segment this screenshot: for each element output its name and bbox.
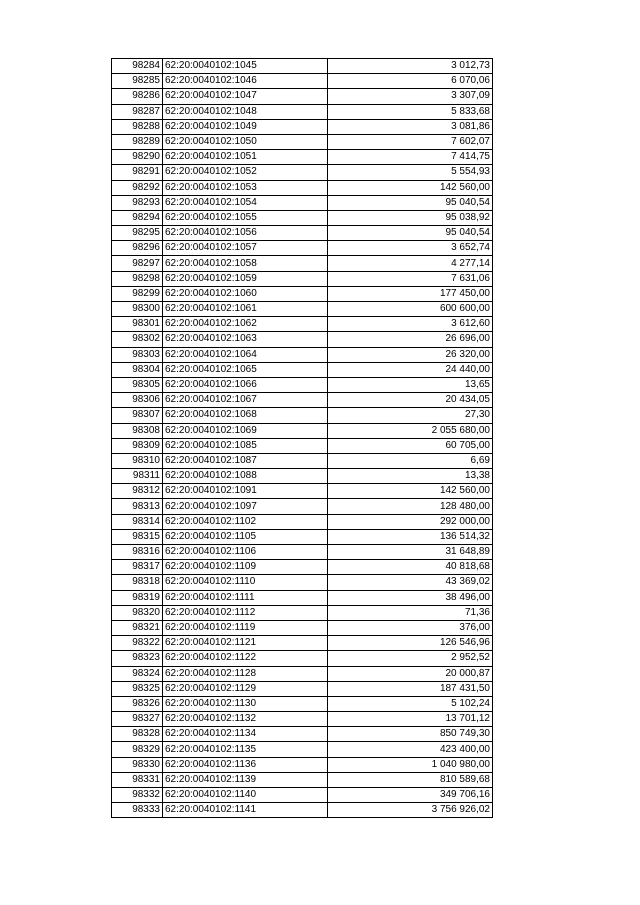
table-row: [112, 514, 493, 529]
cadastral-number-cell: 62:20:0040102:1132: [163, 712, 328, 727]
cadastral-number-cell: 62:20:0040102:1054: [163, 195, 328, 210]
cadastral-number-cell: 62:20:0040102:1046: [163, 74, 328, 89]
value-cell: 40 818,68: [328, 560, 493, 575]
table-row: [112, 469, 493, 484]
row-number-cell: 98325: [112, 681, 163, 696]
row-number-cell: 98301: [112, 317, 163, 332]
cadastral-number-cell: 62:20:0040102:1091: [163, 484, 328, 499]
table-row: [112, 499, 493, 514]
table-row: [112, 134, 493, 149]
cadastral-number-cell: 62:20:0040102:1119: [163, 620, 328, 635]
table-row: [112, 332, 493, 347]
row-number-cell: 98324: [112, 666, 163, 681]
cadastral-number-cell: 62:20:0040102:1058: [163, 256, 328, 271]
table-row: [112, 529, 493, 544]
table-row: [112, 226, 493, 241]
value-cell: 95 038,92: [328, 210, 493, 225]
row-number-cell: 98295: [112, 226, 163, 241]
table-row: [112, 210, 493, 225]
value-cell: 128 480,00: [328, 499, 493, 514]
cadastral-number-cell: 62:20:0040102:1048: [163, 104, 328, 119]
value-cell: 31 648,89: [328, 545, 493, 560]
value-cell: 5 102,24: [328, 696, 493, 711]
cadastral-number-cell: 62:20:0040102:1066: [163, 377, 328, 392]
value-cell: 5 833,68: [328, 104, 493, 119]
row-number-cell: 98330: [112, 757, 163, 772]
cadastral-number-cell: 62:20:0040102:1065: [163, 362, 328, 377]
cadastral-number-cell: 62:20:0040102:1105: [163, 529, 328, 544]
row-number-cell: 98290: [112, 150, 163, 165]
table-row: [112, 393, 493, 408]
row-number-cell: 98297: [112, 256, 163, 271]
value-cell: 292 000,00: [328, 514, 493, 529]
value-cell: 349 706,16: [328, 788, 493, 803]
table-row: [112, 241, 493, 256]
table-row: [112, 438, 493, 453]
cadastral-number-cell: 62:20:0040102:1128: [163, 666, 328, 681]
value-cell: 3 612,60: [328, 317, 493, 332]
row-number-cell: 98332: [112, 788, 163, 803]
value-cell: 3 081,86: [328, 119, 493, 134]
cadastral-number-cell: 62:20:0040102:1064: [163, 347, 328, 362]
value-cell: 177 450,00: [328, 286, 493, 301]
cadastral-number-cell: 62:20:0040102:1112: [163, 605, 328, 620]
row-number-cell: 98314: [112, 514, 163, 529]
row-number-cell: 98293: [112, 195, 163, 210]
row-number-cell: 98287: [112, 104, 163, 119]
value-cell: 24 440,00: [328, 362, 493, 377]
row-number-cell: 98292: [112, 180, 163, 195]
row-number-cell: 98286: [112, 89, 163, 104]
row-number-cell: 98309: [112, 438, 163, 453]
row-number-cell: 98300: [112, 302, 163, 317]
value-cell: 5 554,93: [328, 165, 493, 180]
table-row: [112, 180, 493, 195]
cadastral-number-cell: 62:20:0040102:1097: [163, 499, 328, 514]
row-number-cell: 98303: [112, 347, 163, 362]
table-row: [112, 696, 493, 711]
value-cell: 1 040 980,00: [328, 757, 493, 772]
row-number-cell: 98285: [112, 74, 163, 89]
table-row: [112, 89, 493, 104]
value-cell: 142 560,00: [328, 180, 493, 195]
table-row: [112, 605, 493, 620]
table-row: [112, 377, 493, 392]
row-number-cell: 98331: [112, 772, 163, 787]
table-row: [112, 636, 493, 651]
value-cell: 3 012,73: [328, 59, 493, 74]
cadastral-number-cell: 62:20:0040102:1122: [163, 651, 328, 666]
value-cell: 60 705,00: [328, 438, 493, 453]
table-row: [112, 195, 493, 210]
table-row: [112, 788, 493, 803]
table-row: [112, 666, 493, 681]
table-row: [112, 712, 493, 727]
cadastral-number-cell: 62:20:0040102:1049: [163, 119, 328, 134]
row-number-cell: 98289: [112, 134, 163, 149]
cadastral-number-cell: 62:20:0040102:1059: [163, 271, 328, 286]
row-number-cell: 98315: [112, 529, 163, 544]
row-number-cell: 98313: [112, 499, 163, 514]
row-number-cell: 98310: [112, 453, 163, 468]
row-number-cell: 98323: [112, 651, 163, 666]
table-row: [112, 545, 493, 560]
value-cell: 7 631,06: [328, 271, 493, 286]
cadastral-number-cell: 62:20:0040102:1135: [163, 742, 328, 757]
value-cell: 26 696,00: [328, 332, 493, 347]
table-row: [112, 590, 493, 605]
cadastral-number-cell: 62:20:0040102:1109: [163, 560, 328, 575]
value-cell: 7 414,75: [328, 150, 493, 165]
cadastral-number-cell: 62:20:0040102:1130: [163, 696, 328, 711]
value-cell: 13,65: [328, 377, 493, 392]
value-cell: 38 496,00: [328, 590, 493, 605]
row-number-cell: 98302: [112, 332, 163, 347]
value-cell: 71,36: [328, 605, 493, 620]
table-row: [112, 165, 493, 180]
cadastral-number-cell: 62:20:0040102:1139: [163, 772, 328, 787]
row-number-cell: 98322: [112, 636, 163, 651]
row-number-cell: 98308: [112, 423, 163, 438]
row-number-cell: 98294: [112, 210, 163, 225]
table-row: [112, 423, 493, 438]
row-number-cell: 98320: [112, 605, 163, 620]
cadastral-number-cell: 62:20:0040102:1140: [163, 788, 328, 803]
cadastral-number-cell: 62:20:0040102:1062: [163, 317, 328, 332]
cadastral-number-cell: 62:20:0040102:1068: [163, 408, 328, 423]
value-cell: 810 589,68: [328, 772, 493, 787]
table-row: [112, 59, 493, 74]
table-row: [112, 651, 493, 666]
table-row: [112, 560, 493, 575]
row-number-cell: 98317: [112, 560, 163, 575]
row-number-cell: 98312: [112, 484, 163, 499]
row-number-cell: 98304: [112, 362, 163, 377]
row-number-cell: 98333: [112, 803, 163, 818]
table-row: [112, 74, 493, 89]
cadastral-number-cell: 62:20:0040102:1055: [163, 210, 328, 225]
cadastral-number-cell: 62:20:0040102:1141: [163, 803, 328, 818]
row-number-cell: 98327: [112, 712, 163, 727]
row-number-cell: 98291: [112, 165, 163, 180]
value-cell: 3 652,74: [328, 241, 493, 256]
table-row: [112, 727, 493, 742]
value-cell: 136 514,32: [328, 529, 493, 544]
row-number-cell: 98284: [112, 59, 163, 74]
row-number-cell: 98298: [112, 271, 163, 286]
cadastral-number-cell: 62:20:0040102:1102: [163, 514, 328, 529]
cadastral-number-cell: 62:20:0040102:1067: [163, 393, 328, 408]
cadastral-number-cell: 62:20:0040102:1053: [163, 180, 328, 195]
row-number-cell: 98328: [112, 727, 163, 742]
cadastral-number-cell: 62:20:0040102:1111: [163, 590, 328, 605]
row-number-cell: 98305: [112, 377, 163, 392]
table-row: [112, 453, 493, 468]
cadastral-number-cell: 62:20:0040102:1057: [163, 241, 328, 256]
table-row: [112, 317, 493, 332]
cadastral-number-cell: 62:20:0040102:1060: [163, 286, 328, 301]
cadastral-number-cell: 62:20:0040102:1129: [163, 681, 328, 696]
cadastral-number-cell: 62:20:0040102:1106: [163, 545, 328, 560]
cadastral-number-cell: 62:20:0040102:1052: [163, 165, 328, 180]
cadastral-number-cell: 62:20:0040102:1110: [163, 575, 328, 590]
cadastral-number-cell: 62:20:0040102:1121: [163, 636, 328, 651]
cadastral-number-cell: 62:20:0040102:1085: [163, 438, 328, 453]
value-cell: 20 434,05: [328, 393, 493, 408]
value-cell: 2 952,52: [328, 651, 493, 666]
value-cell: 4 277,14: [328, 256, 493, 271]
row-number-cell: 98307: [112, 408, 163, 423]
cadastral-number-cell: 62:20:0040102:1047: [163, 89, 328, 104]
row-number-cell: 98311: [112, 469, 163, 484]
table-row: [112, 742, 493, 757]
cadastral-number-cell: 62:20:0040102:1069: [163, 423, 328, 438]
value-cell: 850 749,30: [328, 727, 493, 742]
row-number-cell: 98306: [112, 393, 163, 408]
value-cell: 6 070,06: [328, 74, 493, 89]
cadastral-number-cell: 62:20:0040102:1088: [163, 469, 328, 484]
value-cell: 13,38: [328, 469, 493, 484]
value-cell: 95 040,54: [328, 226, 493, 241]
table-row: [112, 362, 493, 377]
cadastral-number-cell: 62:20:0040102:1061: [163, 302, 328, 317]
table-row: [112, 302, 493, 317]
value-cell: 13 701,12: [328, 712, 493, 727]
value-cell: 3 756 926,02: [328, 803, 493, 818]
row-number-cell: 98316: [112, 545, 163, 560]
row-number-cell: 98321: [112, 620, 163, 635]
table-row: [112, 681, 493, 696]
row-number-cell: 98326: [112, 696, 163, 711]
table-row: [112, 772, 493, 787]
value-cell: 43 369,02: [328, 575, 493, 590]
cadastral-number-cell: 62:20:0040102:1050: [163, 134, 328, 149]
cadastral-number-cell: 62:20:0040102:1045: [163, 59, 328, 74]
value-cell: 187 431,50: [328, 681, 493, 696]
value-cell: 95 040,54: [328, 195, 493, 210]
row-number-cell: 98299: [112, 286, 163, 301]
row-number-cell: 98288: [112, 119, 163, 134]
table-row: [112, 271, 493, 286]
data-table: [111, 58, 493, 818]
row-number-cell: 98296: [112, 241, 163, 256]
value-cell: 7 602,07: [328, 134, 493, 149]
value-cell: 2 055 680,00: [328, 423, 493, 438]
table-row: [112, 757, 493, 772]
value-cell: 376,00: [328, 620, 493, 635]
value-cell: 3 307,09: [328, 89, 493, 104]
cadastral-number-cell: 62:20:0040102:1087: [163, 453, 328, 468]
row-number-cell: 98318: [112, 575, 163, 590]
value-cell: 6,69: [328, 453, 493, 468]
table-row: [112, 150, 493, 165]
cadastral-number-cell: 62:20:0040102:1063: [163, 332, 328, 347]
table-row: [112, 286, 493, 301]
value-cell: 26 320,00: [328, 347, 493, 362]
table-row: [112, 256, 493, 271]
row-number-cell: 98319: [112, 590, 163, 605]
cadastral-number-cell: 62:20:0040102:1056: [163, 226, 328, 241]
table-row: [112, 620, 493, 635]
value-cell: 423 400,00: [328, 742, 493, 757]
cadastral-number-cell: 62:20:0040102:1051: [163, 150, 328, 165]
table-row: [112, 347, 493, 362]
table-row: [112, 484, 493, 499]
table-row: [112, 575, 493, 590]
table-row: [112, 408, 493, 423]
value-cell: 27,30: [328, 408, 493, 423]
row-number-cell: 98329: [112, 742, 163, 757]
value-cell: 20 000,87: [328, 666, 493, 681]
cadastral-number-cell: 62:20:0040102:1136: [163, 757, 328, 772]
table-row: [112, 104, 493, 119]
value-cell: 600 600,00: [328, 302, 493, 317]
table-body: [112, 59, 493, 818]
value-cell: 142 560,00: [328, 484, 493, 499]
cadastral-number-cell: 62:20:0040102:1134: [163, 727, 328, 742]
value-cell: 126 546,96: [328, 636, 493, 651]
table-row: [112, 803, 493, 818]
table-row: [112, 119, 493, 134]
